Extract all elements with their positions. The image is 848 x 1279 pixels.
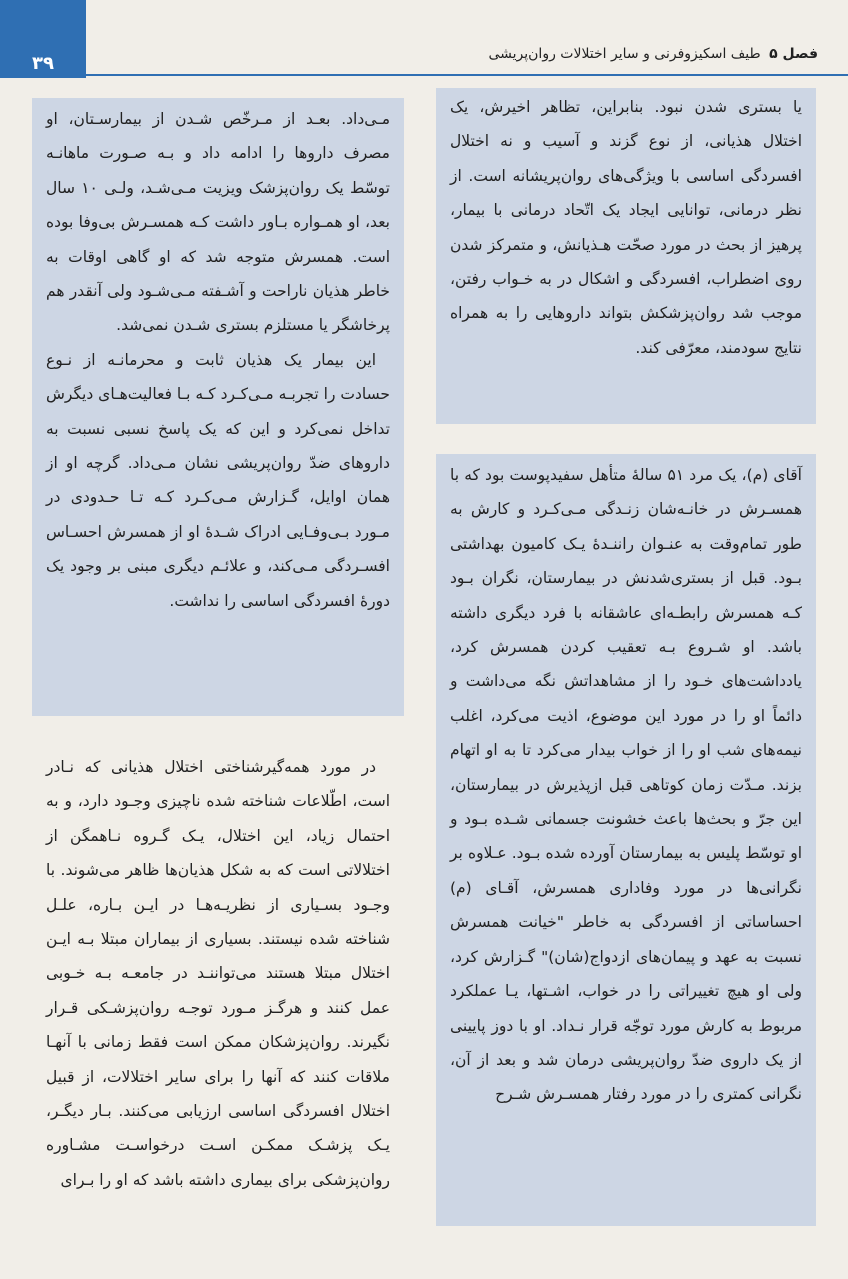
case-box-right-bottom: [436, 454, 816, 1226]
running-header: [118, 46, 818, 62]
body-text: [32, 746, 404, 1201]
case-box-right-top: [436, 88, 816, 424]
case-box-left-top: [32, 98, 404, 716]
body-paragraph: در مورد همه‌گیرشناختی اختلال هذیانی که نـادر است، اطّلاعات شناخته شده ناچیزی وجـود دارد، و به احتمال زیاد، این اختلال، یـک گـروه نـاهمگن از اختلالاتی است که به شکل هذیان‌ها ظاهر می‌شوند. با وجـود بسـیاری از نظریـه‌هـا در ایـن بـاره، علـل شناخته شده نیستند. بسیاری از بیماران مبتلا بـه ایـن اختلال مبتلا هستند می‌تواننـد در جامعـه بـه خـوبی عمل کنند و هرگـز مـورد توجـه روان‌پزشـکی قـرار نگیرند. روان‌پزشکان ممکن است فقط زمانی با آنهـا ملاقات کنند که آنها را برای سایر اختلالات، از قبیل اختلال افسردگی اساسی ارزیابی می‌کنند. بـار دیگـر، یـک پزشـک ممکـن اسـت درخواسـت مشـاوره روان‌پزشکی برای بیماری داشته باشد که او را بـرای: [46, 758, 390, 1189]
page-number-tab: [0, 0, 86, 78]
case-paragraph: مـی‌داد. بعـد از مـرخّص شـدن از بیمارسـتان، او مصرف داروها را ادامه داد و بـه صـورت ماهانـه توسّط یک روان‌پزشک ویزیت مـی‌شـد، ولـی ۱۰ سال بعد، او همـواره بـاور داشت کـه همسـرش بی‌وفا بوده است. همسرش متوجه شد که او گاهی اوقات به خاطر هذیان ناراحت و آشـفته مـی‌شـود ولی آنقدر هم پرخاشگر یا مستلزم بستری شـدن نمی‌شد.: [46, 110, 390, 335]
chapter-title: طیف اسکیزوفرنی و سایر اختلالات روان‌پریشی: [488, 46, 761, 62]
chapter-label: فصل ۵: [769, 46, 818, 62]
case-paragraph: آقای (م)، یک مرد ۵۱ سالهٔ متأهل سفیدپوست بود که با همسـرش در خانـه‌شان زنـدگی مـی‌کـرد و کارش به طور تمام‌وقت به عنـوان راننـدهٔ یـک کامیون بهداشتی بـود. قبل از بستری‌شدنش در بیمارستان، نگران بـود کـه همسرش رابطـه‌ای عاشقانه با فرد دیگری داشته باشد. او شـروع بـه تعقیب کردن همسرش کرد، یادداشت‌های خـود را از مشاهداتش نگه می‌داشت و دائماً او را در مورد این موضوع، اذیت می‌کرد، اغلب نیمه‌های شب او را از خواب بیدار می‌کرد تا به او اتهام بزند. مـدّت زمان کوتاهی قبل ازپذیرش در بیمارستان، این جرّ و بحث‌ها باعث خشونت جسمانی شـده بـود و او توسّط پلیس به بیمارستان آورده شده بـود. عـلاوه بر نگرانی‌ها در مورد وفاداری همسرش، آقـای (م) احساساتی از افسردگی به خاطر "خیانت همسرش نسبت به عهد و پیمان‌های ازدواج(شان)" گـزارش کرد، ولی او هیچ تغییراتی را در خواب، اشـتها، یـا عملکرد مربوط به کارش مورد توجّه قرار نـداد. او با دوز پایینی از یک داروی ضدّ روان‌پریشی درمان شد و بعد از آن، نگرانی کمتری را در مورد رفتار همسـرش شـرح: [450, 466, 802, 1104]
page-number: ۳۹: [32, 53, 54, 74]
case-paragraph: یا بستری شدن نبود. بنابراین، تظاهر اخیرش، یک اختلال هذیانی، از نوع گزند و آسیب و نه اختلال افسردگی اساسی با ویژگی‌های روان‌پریشانه است. از نظر درمانی، توانایی ایجاد یک اتّحاد درمانی با بیمار، پرهیز از بحث در مورد صحّت هـذیانش، و متمرکز شدن روی اضطراب، افسردگی و اشکال در به خـواب رفتن، موجب شد روان‌پزشکش بتواند داروهایی را به همراه نتایج سودمند، معرّفی کند.: [450, 98, 802, 357]
case-paragraph: این بیمار یک هذیان ثابت و محرمانـه از نـوع حسادت را تجربـه مـی‌کـرد کـه بـا فعالیت‌هـای دیگرش تداخل نمی‌کرد و این که یک پاسخ نسبی نسبت به داروهای ضدّ روان‌پریشی نشان مـی‌داد. گرچه او از همان اوایل، گـزارش مـی‌کـرد کـه تـا حـدودی در مـورد بـی‌وفـایی ادراک شـدهٔ او از همسرش احسـاس افسـردگی مـی‌کند، و علائـم دیگری مبنی بر وجود یک دورهٔ افسردگی اساسی را نداشت.: [46, 350, 390, 610]
header-rule: [86, 74, 848, 76]
